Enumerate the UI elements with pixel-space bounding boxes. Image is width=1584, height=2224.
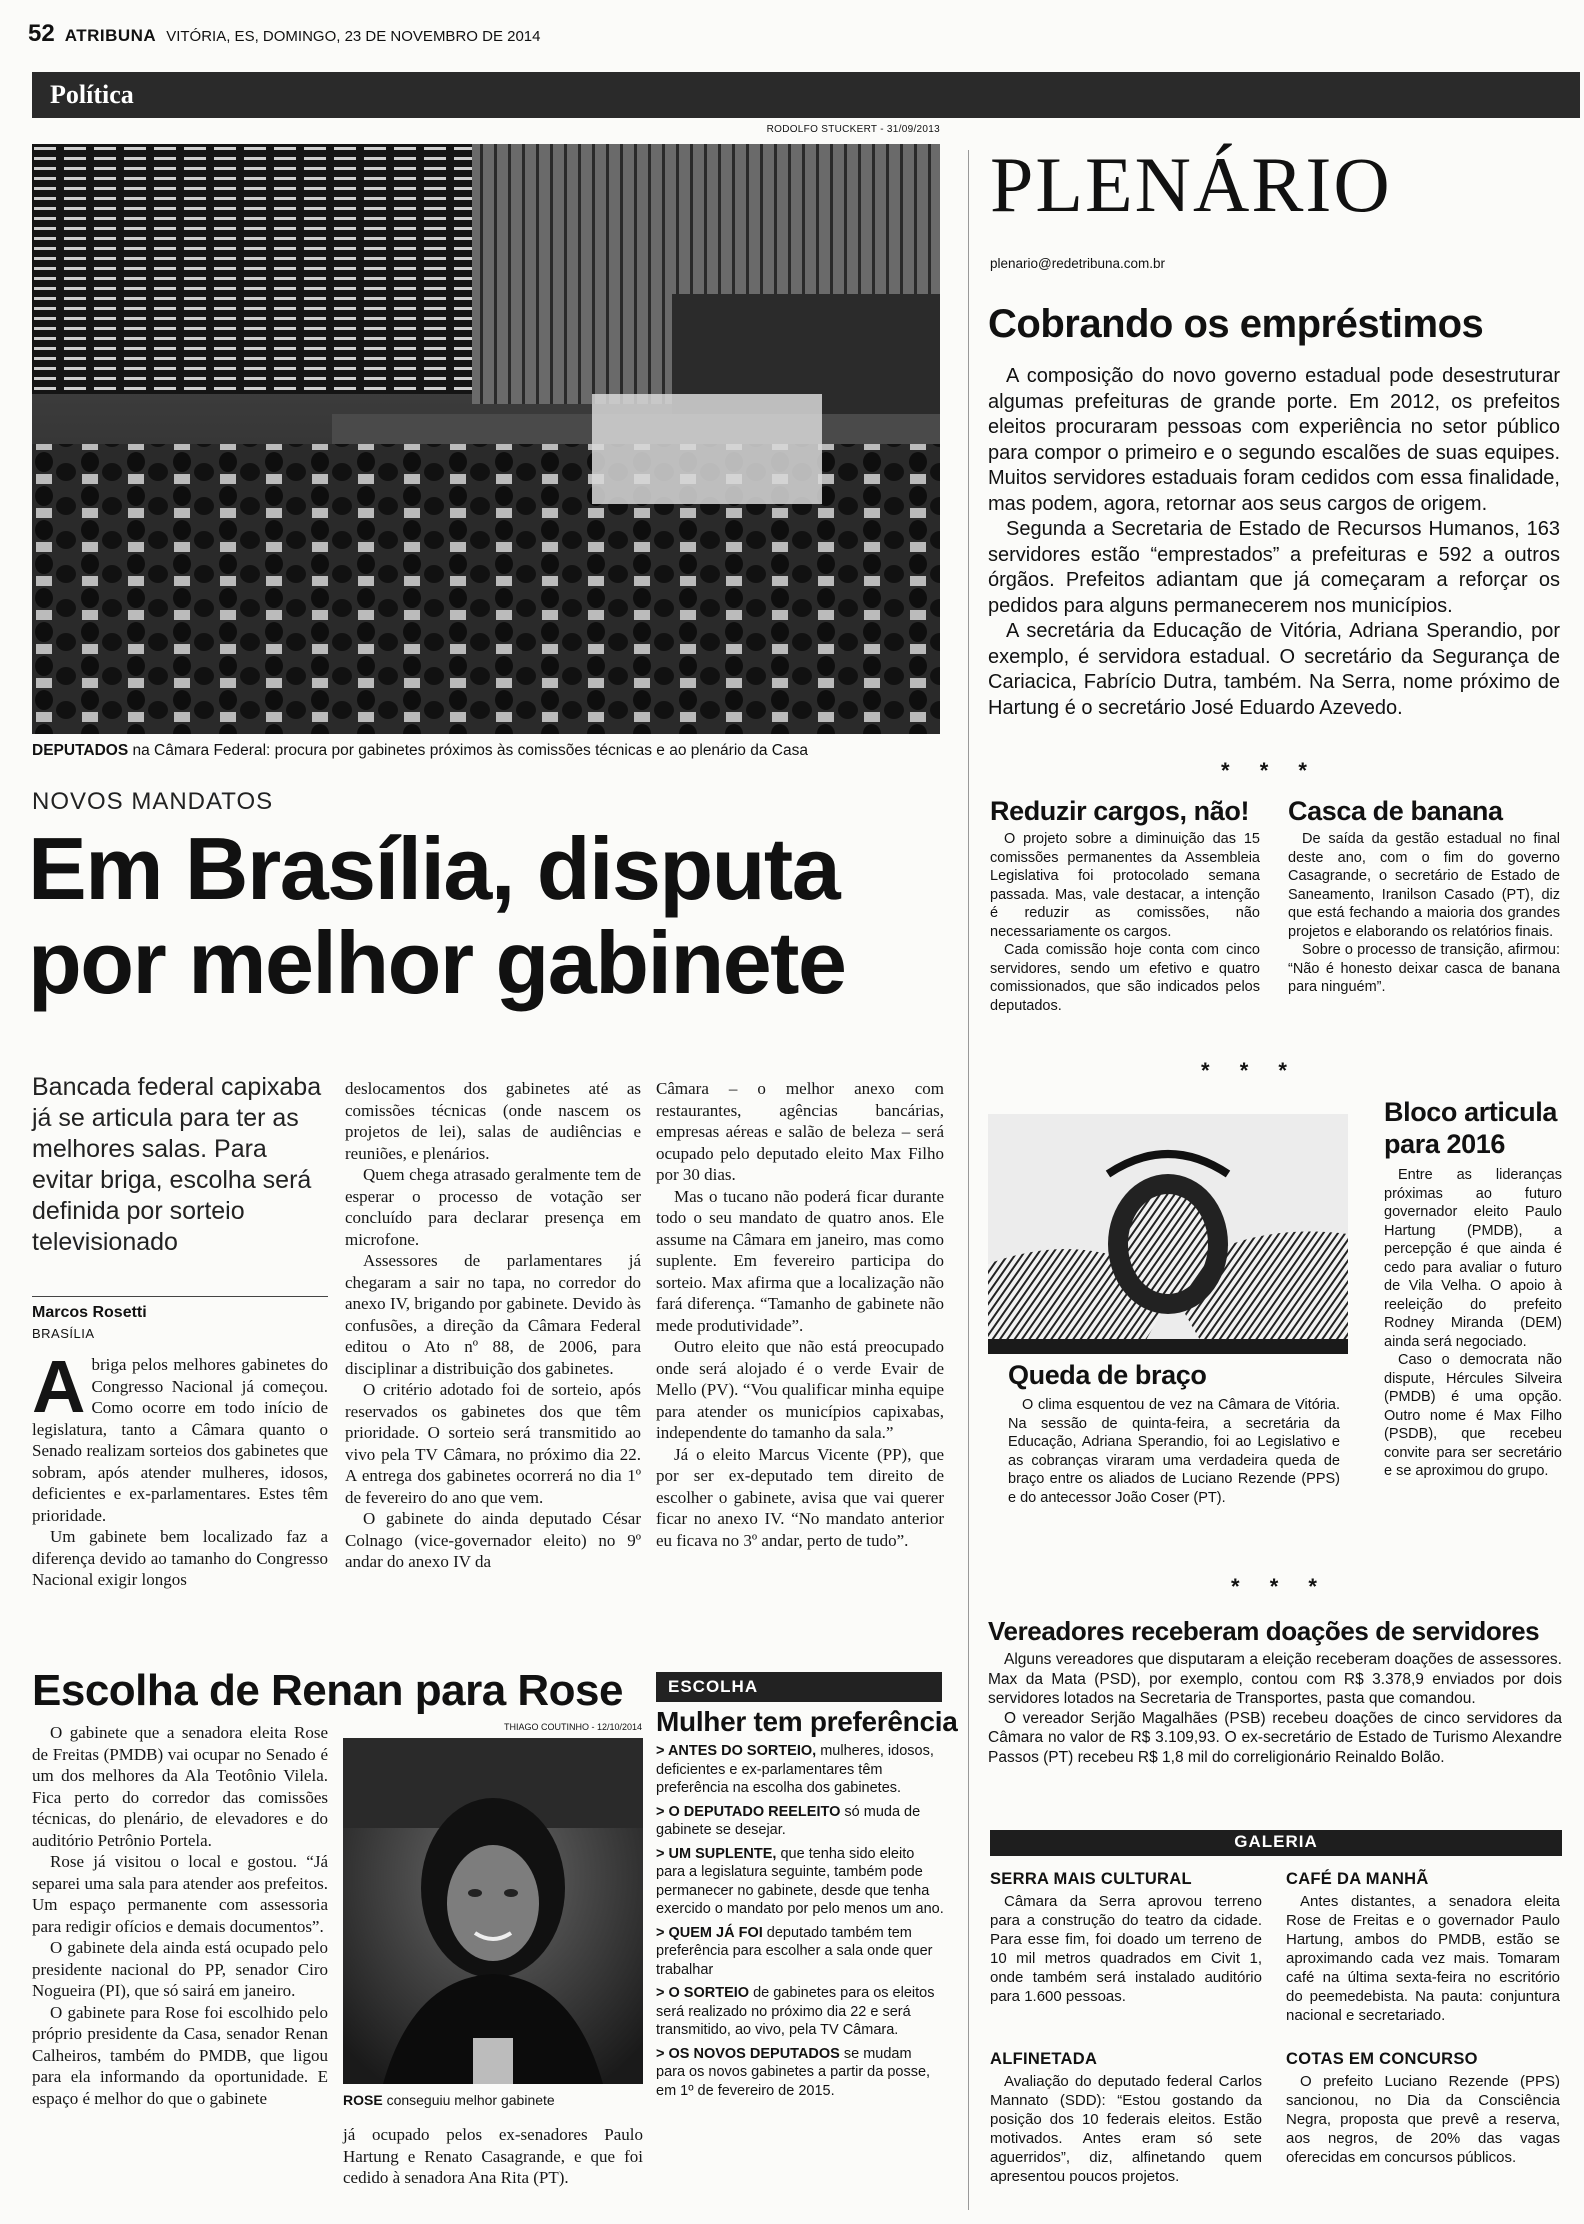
plenario-lead-headline: Cobrando os empréstimos: [988, 302, 1484, 346]
renan-story-column-1: [32, 1722, 328, 2109]
kicker: NOVOS MANDATOS: [32, 788, 274, 815]
list-item: > QUEM JÁ FOI deputado também tem preferência para escolher a sala onde quer trabalhar: [656, 1924, 933, 1978]
rose-portrait-illustration: [343, 1738, 643, 2084]
column-divider: [968, 150, 969, 2210]
byline-location: BRASÍLIA: [32, 1326, 95, 1341]
renan-headline: Escolha de Renan para Rose: [32, 1666, 623, 1715]
story-paragraph: O vereador Serjão Magalhães (PSB) recebeu doações de cinco servidores da Câmara no valor de R$ 3.109,93. O ex-secretário de Estado de Turismo Alexandre Passos (PT) recebeu R$ 1,8 mil do correligionário Reinaldo Bolão.: [988, 1709, 1562, 1766]
section-separator: * * *: [1201, 1058, 1299, 1083]
photo-credit: RODOLFO STUCKERT - 31/09/2013: [766, 124, 940, 135]
galeria-item-body: Câmara da Serra aprovou terreno para a construção do teatro da cidade. Para esse fim, foi doado um terreno de 10 mil metros quadrados em Civit 1, onde também será instalado auditório para 1.600 pessoas.: [990, 1893, 1262, 2005]
story-paragraph: Quem chega atrasado geralmente tem de esperar o processo de votação ser concluído para declarar presença em microfone.: [345, 1165, 641, 1249]
story-paragraph: Segunda a Secretaria de Estado de Recursos Humanos, 163 servidores estão “emprestados” a prefeituras e 592 a outros órgãos. Prefeitos adiantam que já começaram a reforçar os pedidos para alguns permanecerem nos municípios.: [988, 518, 1560, 617]
caption-text: conseguiu melhor gabinete: [382, 2092, 555, 2108]
story-paragraph: De saída da gestão estadual no final deste ano, com o fim do governo Casagrande, o secretário de Estado de Saneamento, Iranilson Casado (PT), diz que está fechando a maioria dos grandes projetos e elaborando os relatórios finais.: [1288, 831, 1560, 940]
vereadores-headline: Vereadores receberam doações de servidores: [988, 1616, 1540, 1646]
dateline: VITÓRIA, ES, DOMINGO, 23 DE NOVEMBRO DE 2014: [166, 28, 541, 45]
story-paragraph: Câmara – o melhor anexo com restaurantes, agências bancárias, empresas aéreas e salão de beleza – será ocupado pelo deputado eleito Max Filho por 30 dias.: [656, 1079, 944, 1184]
renan-photo-credit: THIAGO COUTINHO - 12/10/2014: [503, 1722, 642, 1732]
byline: Marcos Rosetti: [32, 1304, 147, 1321]
section-bar: [32, 72, 1580, 118]
plenario-column-title: PLENÁRIO: [990, 141, 1392, 228]
chamber-photo-illustration: [32, 144, 940, 734]
story-paragraph: A secretária da Educação de Vitória, Adriana Sperandio, por exemplo, é servidora estadual. O secretário da Segurança de Cariacica, Fabrício Dutra, também. Na Serra, nome próximo de Hartung é o secretário José Eduardo Azevedo.: [988, 620, 1560, 719]
reduzir-headline: Reduzir cargos, não!: [990, 796, 1250, 826]
galeria-item-heading: CAFÉ DA MANHÃ: [1286, 1870, 1429, 1888]
rose-portrait-photo: [343, 1738, 643, 2084]
list-item: > OS NOVOS DEPUTADOS se mudam para os novos gabinetes a partir da posse, em 1º de fevereiro de 2015.: [656, 2045, 931, 2099]
main-story-column-3: [656, 1078, 944, 1551]
caption-lead: DEPUTADOS: [32, 742, 129, 759]
galeria-item-heading: ALFINETADA: [990, 2050, 1098, 2068]
galeria-item-body: Antes distantes, a senadora eleita Rose de Freitas e o governador Paulo Hartung, ambos do PMDB, estão se aproximando cada vez mais. Tomaram café na última sexta-feira no escritório do peemedebista. Na pauta: conjuntura nacional e secretariado.: [1286, 1893, 1560, 2024]
story-paragraph: O critério adotado foi de sorteio, após reservados os gabinetes dos que têm prioridade. O sorteio será transmitido ao vivo pela TV Câmara, no próximo dia 22. A entrega dos gabinetes ocorrerá no dia 1º de fevereiro do ano que vem.: [345, 1380, 641, 1507]
drop-cap: A: [32, 1345, 86, 1428]
galeria-item-body: Avaliação do deputado federal Carlos Mannato (SDD): “Estou gostando da posição dos 10 federais eleitos. Estão motivados. Antes eram só sete aguerridos”, diz, alfinetando quem apresentou poucos projetos.: [990, 2073, 1262, 2185]
galeria-item-body: O prefeito Luciano Rezende (PPS) sancionou, no Dia da Consciência Negra, proposta que prevê a reserva, aos negros, de 20% das vagas oferecidas em concursos públicos.: [1286, 2073, 1560, 2166]
story-paragraph: O clima esquentou de vez na Câmara de Vitória. Na sessão de quinta-feira, a secretária da Educação, Adriana Sperandio, foi ao Legislativo e as cobranças viraram uma verdadeira queda de braço entre os aliados de Luciano Rezende (PPS) e do antecessor João Coser (PT).: [1008, 1397, 1340, 1506]
story-paragraph: O gabinete do ainda deputado César Colnago (vice-governador eleito) no 9º andar do anexo IV da: [345, 1509, 641, 1571]
story-paragraph: O gabinete para Rose foi escolhido pelo próprio presidente da Casa, senador Renan Calheiros, também do PMDB, que ligou para ela informando da oportunidade. E espaço é melhor do que o gabinete: [32, 2002, 328, 2108]
casca-headline: Casca de banana: [1288, 796, 1503, 826]
main-headline: Em Brasília, disputa por melhor gabinete: [28, 819, 846, 1012]
main-story-column-2: [345, 1078, 641, 1573]
subheadline: Bancada federal capixaba já se articula para ter as melhores salas. Para evitar briga, escolha será definida por sorteio televisionado: [32, 1073, 322, 1256]
caption-text: na Câmara Federal: procura por gabinetes próximos às comissões técnicas e ao plenário da Casa: [128, 742, 808, 759]
story-paragraph: Um gabinete bem localizado faz a diferença devido ao tamanho do Congresso Nacional exigir longos: [32, 1527, 328, 1589]
story-paragraph: Já o eleito Marcus Vicente (PP), que por ser ex-deputado tem direito de escolher o gabinete, avisa que vai querer ficar no anexo IV. “No mandato anterior eu ficava no 3º andar, perto de tudo”.: [656, 1444, 944, 1550]
caption-lead: ROSE: [343, 2092, 383, 2108]
list-item: > ANTES DO SORTEIO, mulheres, idosos, deficientes e ex-parlamentares têm preferência na escolha dos gabinetes.: [656, 1743, 934, 1796]
section-separator: * * *: [1231, 1574, 1329, 1599]
plenario-lead-body: [988, 364, 1560, 721]
reduzir-body: [990, 830, 1260, 1015]
bloco-headline: Bloco articula para 2016: [1384, 1097, 1557, 1159]
story-paragraph: deslocamentos dos gabinetes até as comissões técnicas (onde nascem os projetos de lei), salas de audiências e reuniões, e plenários.: [345, 1079, 641, 1163]
casca-body: [1288, 830, 1560, 997]
story-paragraph: Sobre o processo de transição, afirmou: “Não é honesto deixar casca de banana para ninguém”.: [1288, 942, 1560, 995]
arm-wrestling-drawing: [988, 1114, 1348, 1354]
newspaper-brand: ATRIBUNA: [64, 26, 157, 45]
story-paragraph: O projeto sobre a diminuição das 15 comissões permanentes da Assembleia Legislativa foi protocolado semana passada. Mas, vale destacar, a intenção é reduzir as comissões, não necessariamente os cargos.: [990, 831, 1260, 940]
story-paragraph: Alguns vereadores que disputaram a eleição receberam doações de assessores. Max da Mata (PSD), por exemplo, contou com R$ 3.378,9 enviados por dois servidores lotados na Secretaria de Transportes, pasta que comandou.: [988, 1651, 1562, 1707]
plenario-email: plenario@redetribuna.com.br: [990, 256, 1166, 271]
story-paragraph: Entre as lideranças próximas ao futuro governador eleito Paulo Hartung (PMDB), a percepção é que ainda é cedo para avaliar o futuro de Vila Velha. O apoio à reeleição do prefeito Rodney Miranda (DEM) ainda será negociado.: [1384, 1167, 1562, 1350]
byline-divider: [32, 1296, 328, 1297]
arm-wrestling-illustration: [988, 1114, 1348, 1354]
story-paragraph: Rose já visitou o local e gostou. “Já separei uma sala para atender aos prefeitos. Um espaço permanente com assessoria para redigir ofícios e demais documentos”.: [32, 1852, 328, 1936]
story-paragraph: Caso o democrata não dispute, Hércules Silveira (PMDB) é uma opção. Outro nome é Max Filho (PSDB), que recebeu convite para ser secretário e se aproximou do grupo.: [1384, 1352, 1562, 1479]
folio-line: [28, 20, 540, 50]
main-story-column-1: [32, 1345, 328, 1591]
galeria-item-heading: COTAS EM CONCURSO: [1286, 2050, 1478, 2068]
story-paragraph: A briga pelos melhores gabinetes do Congresso Nacional já começou. Como ocorre em todo início de legislatura, tanto a Câmara quanto o Senado realizam sorteios dos gabinetes que sobram, após atender mulheres, idosos, deficientes e ex-parlamentares. Estes têm prioridade.: [32, 1345, 328, 1525]
list-item: > O DEPUTADO REELEITO só muda de gabinete se desejar.: [656, 1803, 921, 1838]
photo-caption: [32, 742, 942, 760]
galeria-bar: [990, 1830, 1562, 1856]
galeria-item-heading: SERRA MAIS CULTURAL: [990, 1870, 1192, 1888]
story-paragraph: já ocupado pelos ex-senadores Paulo Hartung e Renato Casagrande, e que foi cedido à senadora Ana Rita (PT).: [343, 2125, 643, 2187]
story-paragraph: Assessores de parlamentares já chegaram a sair no tapa, no corredor do anexo IV, brigando por gabinete. Devido às confusões, a direção da Câmara Federal editou o Ato nº 88, de 2006, para disciplinar a distribuição dos gabinetes.: [345, 1251, 641, 1378]
list-item: > UM SUPLENTE, que tenha sido eleito para a legislatura seguinte, também pode permanecer no gabinete, desde que tenha exercido o mandato por pelo menos um ano.: [656, 1845, 944, 1917]
renan-story-column-2: [343, 2124, 643, 2189]
queda-body: [1008, 1396, 1340, 1507]
section-title: Política: [50, 80, 134, 109]
story-paragraph: Cada comissão hoje conta com cinco servidores, sendo um efetivo e quatro comissionados, que são indicados pelos deputados.: [990, 942, 1260, 1014]
story-paragraph: Mas o tucano não poderá ficar durante todo o seu mandato de quatro anos. Ele assume na Câmara em janeiro, mas como suplente. Em fevereiro participa do sorteio. Max afirma que a localização não fará diferença. “Tamanho de gabinete não mede produtividade”.: [656, 1186, 944, 1335]
escolha-title: Mulher tem preferência: [656, 1706, 958, 1737]
renan-photo-caption: [343, 2092, 643, 2108]
story-paragraph: O gabinete que a senadora eleita Rose de Freitas (PMDB) vai ocupar no Senado é um dos melhores da Ala Teotônio Vilela. Fica perto do corredor das comissões técnicas, do plenário, de elevadores e do auditório Petrônio Portela.: [32, 1723, 328, 1850]
escolha-tag: ESCOLHA: [656, 1672, 942, 1702]
bloco-body: [1384, 1166, 1562, 1481]
story-paragraph: A composição do novo governo estadual pode desestruturar algumas prefeituras de grande porte. Em 2012, os prefeitos eleitos procuraram pessoas com experiência no setor público para compor o primeiro e o segundo escalões de suas equipes. Muitos servidores estaduais foram cedidos com essa finalidade, mas podem, agora, retornar aos seus cargos de origem.: [988, 365, 1560, 515]
chamber-photo: [32, 144, 940, 734]
vereadores-body: [988, 1650, 1562, 1767]
story-paragraph: Outro eleito que não está preocupado onde será alojado é o verde Evair de Mello (PV). “Vou qualificar minha equipe para atender os municípios capixabas, independente do tamanho da sala.”: [656, 1337, 944, 1442]
section-separator: * * *: [1221, 758, 1319, 783]
story-paragraph: O gabinete dela ainda está ocupado pelo presidente nacional do PP, senador Ciro Nogueira (PI), que só sairá em janeiro.: [32, 1938, 328, 2000]
list-item: > O SORTEIO de gabinetes para os eleitos será realizado no próximo dia 22 e será transmitido, ao vivo, pela TV Câmara.: [656, 1985, 935, 2038]
page-number: 52: [28, 20, 55, 47]
escolha-list: [656, 1742, 944, 2105]
galeria-title: GALERIA: [1234, 1832, 1318, 1851]
queda-headline: Queda de braço: [1008, 1360, 1207, 1390]
